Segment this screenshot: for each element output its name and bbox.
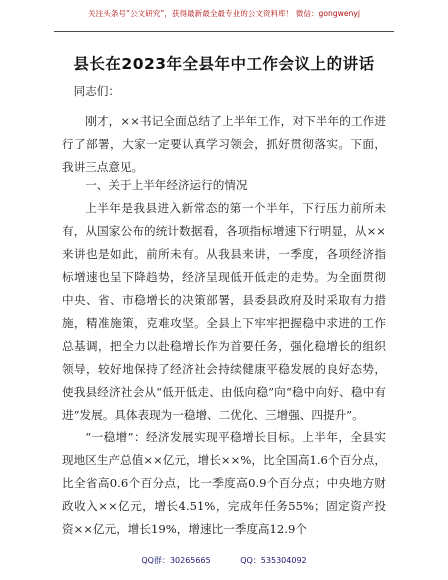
qq-contact: QQ：535304092 [240,556,307,565]
document-body [62,80,386,103]
promo-banner: 关注头条号“公文研究”，获得最新最全最专业的公文资料库！ 微信：gongwenyj [88,9,360,18]
contact-footer [0,555,448,566]
document-body-stable-growth [62,426,386,541]
salutation: 同志们： [73,84,120,98]
section-heading: 一、关于上半年经济运行的情况 [85,178,248,192]
document-title: 县长在2023年全县年中工作会议上的讲话 [73,55,375,73]
document-body-section1-text [62,197,386,427]
document-body-section1 [62,174,386,197]
document-body-main [62,110,386,179]
paragraph-overview: 上半年是我县进入新常态的第一个半年，下行压力前所未有，从国家公布的统计数据看，各项指标增速下行明显，从××来讲也是如此，前所未有。从我县来讲，一季度，各项经济指标增速也呈下降趋势，经济呈现低开低走的走势。为全面贯彻中央、省、市稳增长的决策部署，县委县政府及时采取有力措施，精准施策，克难攻坚。全县上下牢牢把握稳中求进的工作总基调，把全力以赴稳增长作为首要任务，强化稳增长的组织领导，较好地保持了经济社会持续健康平稳发展的良好态势，使我县经济社会从“低开低走、由低向稳”向“稳中向好、稳中有进”发展。具体表现为一稳增、二优化、三增强、四提升”。 [62,201,386,422]
qq-group: QQ群：30265665 [141,556,211,565]
header-divider [54,31,394,32]
paragraph-stable-growth: “一稳增”：经济发展实现平稳增长目标。上半年，全县实现地区生产总值××亿元，增长××%，比全国高1.6个百分点，比全省高0.6个百分点，比一季度高0.9个百分点；中央地方财政收入××亿元，增长4.51%，完成年任务55%；固定资产投资××亿元，增长19%，增速比一季度高12.9个 [62,430,386,536]
paragraph-intro: 刚才，××书记全面总结了上半年工作，对下半年的工作进行了部署，大家一定要认真学习领会，抓好贯彻落实。下面，我讲三点意见。 [62,114,386,174]
